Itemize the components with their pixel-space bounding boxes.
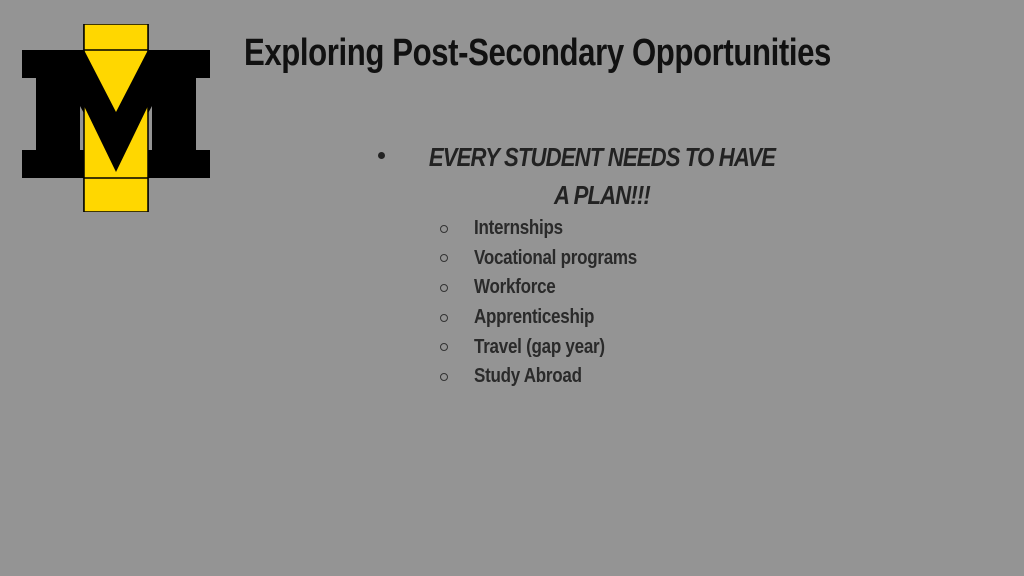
logo-bar-top-serif: [84, 24, 148, 50]
sub-bullet-item: [440, 214, 666, 244]
main-bullet-list: [370, 138, 870, 214]
sub-bullet-item: [440, 303, 666, 333]
main-bullet-item: [370, 138, 870, 214]
block-m-logo-icon: [22, 24, 210, 212]
logo-bar-bottom-serif: [84, 178, 148, 212]
hollow-bullet-icon: [440, 284, 448, 292]
sub-bullet-text: Travel (gap year): [474, 335, 605, 358]
hollow-bullet-icon: [440, 343, 448, 351]
filled-bullet-icon: [378, 152, 385, 159]
sub-bullet-item: [440, 273, 666, 303]
slide-title: Exploring Post-Secondary Opportunities: [244, 32, 831, 74]
hollow-bullet-icon: [440, 225, 448, 233]
sub-bullet-text: Workforce: [474, 276, 556, 299]
hollow-bullet-icon: [440, 314, 448, 322]
hollow-bullet-icon: [440, 373, 448, 381]
sub-bullet-text: Internships: [474, 217, 563, 240]
sub-bullet-text: Vocational programs: [474, 246, 638, 269]
sub-bullet-list: [440, 214, 666, 392]
main-bullet-text: EVERY STUDENT NEEDS TO HAVE A PLAN!!!: [428, 142, 776, 210]
hollow-bullet-icon: [440, 254, 448, 262]
sub-bullet-item: [440, 244, 666, 274]
sub-bullet-item: [440, 332, 666, 362]
sub-bullet-text: Study Abroad: [474, 365, 582, 388]
sub-bullet-text: Apprenticeship: [474, 306, 595, 329]
sub-bullet-item: [440, 362, 666, 392]
